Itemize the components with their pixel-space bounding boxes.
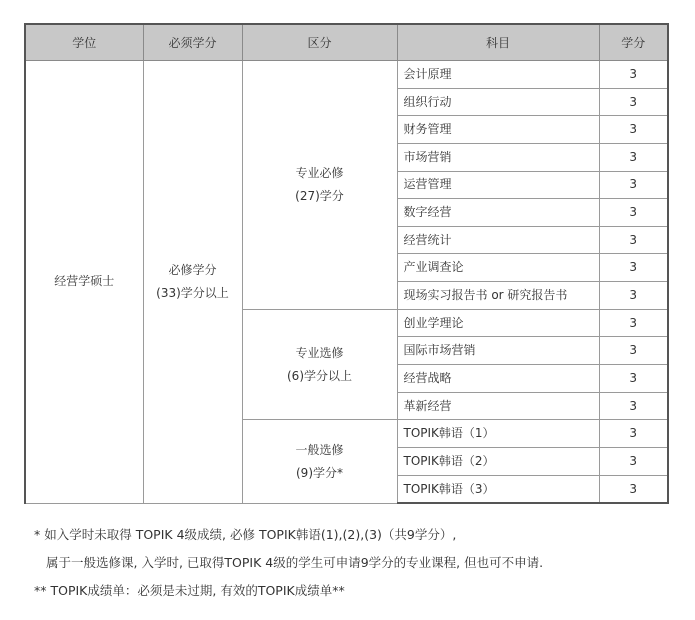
required-credits-line2: (33)学分以上 <box>156 285 229 300</box>
curriculum-table <box>24 23 669 504</box>
credit-cell: 3 <box>599 447 668 475</box>
subject-cell: 组织行动 <box>397 88 599 116</box>
subject-cell: 革新经营 <box>397 392 599 420</box>
category-credits: (9)学分* <box>296 465 343 480</box>
required-credits-line1: 必修学分 <box>168 263 217 278</box>
degree-cell: 经营学硕士 <box>25 61 143 504</box>
subject-cell: 现场实习报告书 or 研究报告书 <box>397 282 599 310</box>
subject-cell: 市场营销 <box>397 143 599 171</box>
header-degree: 学位 <box>25 24 143 61</box>
subject-cell: 经营统计 <box>397 226 599 254</box>
footnote-elective-info: 属于一般选修课, 入学时, 已取得TOPIK 4级的学生可申请9学分的专业课程, 但也可不申请. <box>46 555 544 570</box>
subject-cell: 经营战略 <box>397 365 599 393</box>
credit-cell: 3 <box>599 365 668 393</box>
credit-cell: 3 <box>599 116 668 144</box>
credit-cell: 3 <box>599 282 668 310</box>
footnote-topik-requirement: * 如入学时未取得 TOPIK 4级成绩, 必修 TOPIK韩语(1),(2),(3)（共9学分）, <box>34 527 457 542</box>
category-credits: (27)学分 <box>295 188 344 203</box>
credit-cell: 3 <box>599 254 668 282</box>
footnotes <box>34 521 543 605</box>
header-required-credits: 必须学分 <box>143 24 242 61</box>
subject-cell: 产业调查论 <box>397 254 599 282</box>
subject-cell: TOPIK韩语（2） <box>397 447 599 475</box>
credit-cell: 3 <box>599 199 668 227</box>
subject-cell: 数字经营 <box>397 199 599 227</box>
subject-cell: 财务管理 <box>397 116 599 144</box>
required-credits-cell <box>143 61 242 504</box>
subject-cell: 会计原理 <box>397 61 599 89</box>
credit-cell: 3 <box>599 475 668 503</box>
header-category: 区分 <box>242 24 397 61</box>
subject-cell: TOPIK韩语（1） <box>397 420 599 448</box>
subject-cell: 创业学理论 <box>397 309 599 337</box>
category-name: 专业选修 <box>295 345 344 360</box>
header-credit: 学分 <box>599 24 668 61</box>
credit-cell: 3 <box>599 309 668 337</box>
credit-cell: 3 <box>599 392 668 420</box>
credit-cell: 3 <box>599 143 668 171</box>
subject-cell: 运营管理 <box>397 171 599 199</box>
credit-cell: 3 <box>599 420 668 448</box>
category-major-elective <box>242 309 397 420</box>
credit-cell: 3 <box>599 88 668 116</box>
footnote-topik-transcript: ** TOPIK成绩单：必须是未过期, 有效的TOPIK成绩单** <box>34 583 345 598</box>
category-name: 专业必修 <box>295 166 344 181</box>
table-header-row <box>25 24 668 61</box>
subject-cell: TOPIK韩语（3） <box>397 475 599 503</box>
credit-cell: 3 <box>599 226 668 254</box>
credit-cell: 3 <box>599 337 668 365</box>
category-general-elective <box>242 420 397 503</box>
header-subject: 科目 <box>397 24 599 61</box>
subject-cell: 国际市场营销 <box>397 337 599 365</box>
credit-cell: 3 <box>599 171 668 199</box>
category-credits: (6)学分以上 <box>287 368 352 383</box>
category-name: 一般选修 <box>295 442 344 457</box>
category-major-required <box>242 61 397 310</box>
credit-cell: 3 <box>599 61 668 89</box>
table-row <box>25 61 668 89</box>
